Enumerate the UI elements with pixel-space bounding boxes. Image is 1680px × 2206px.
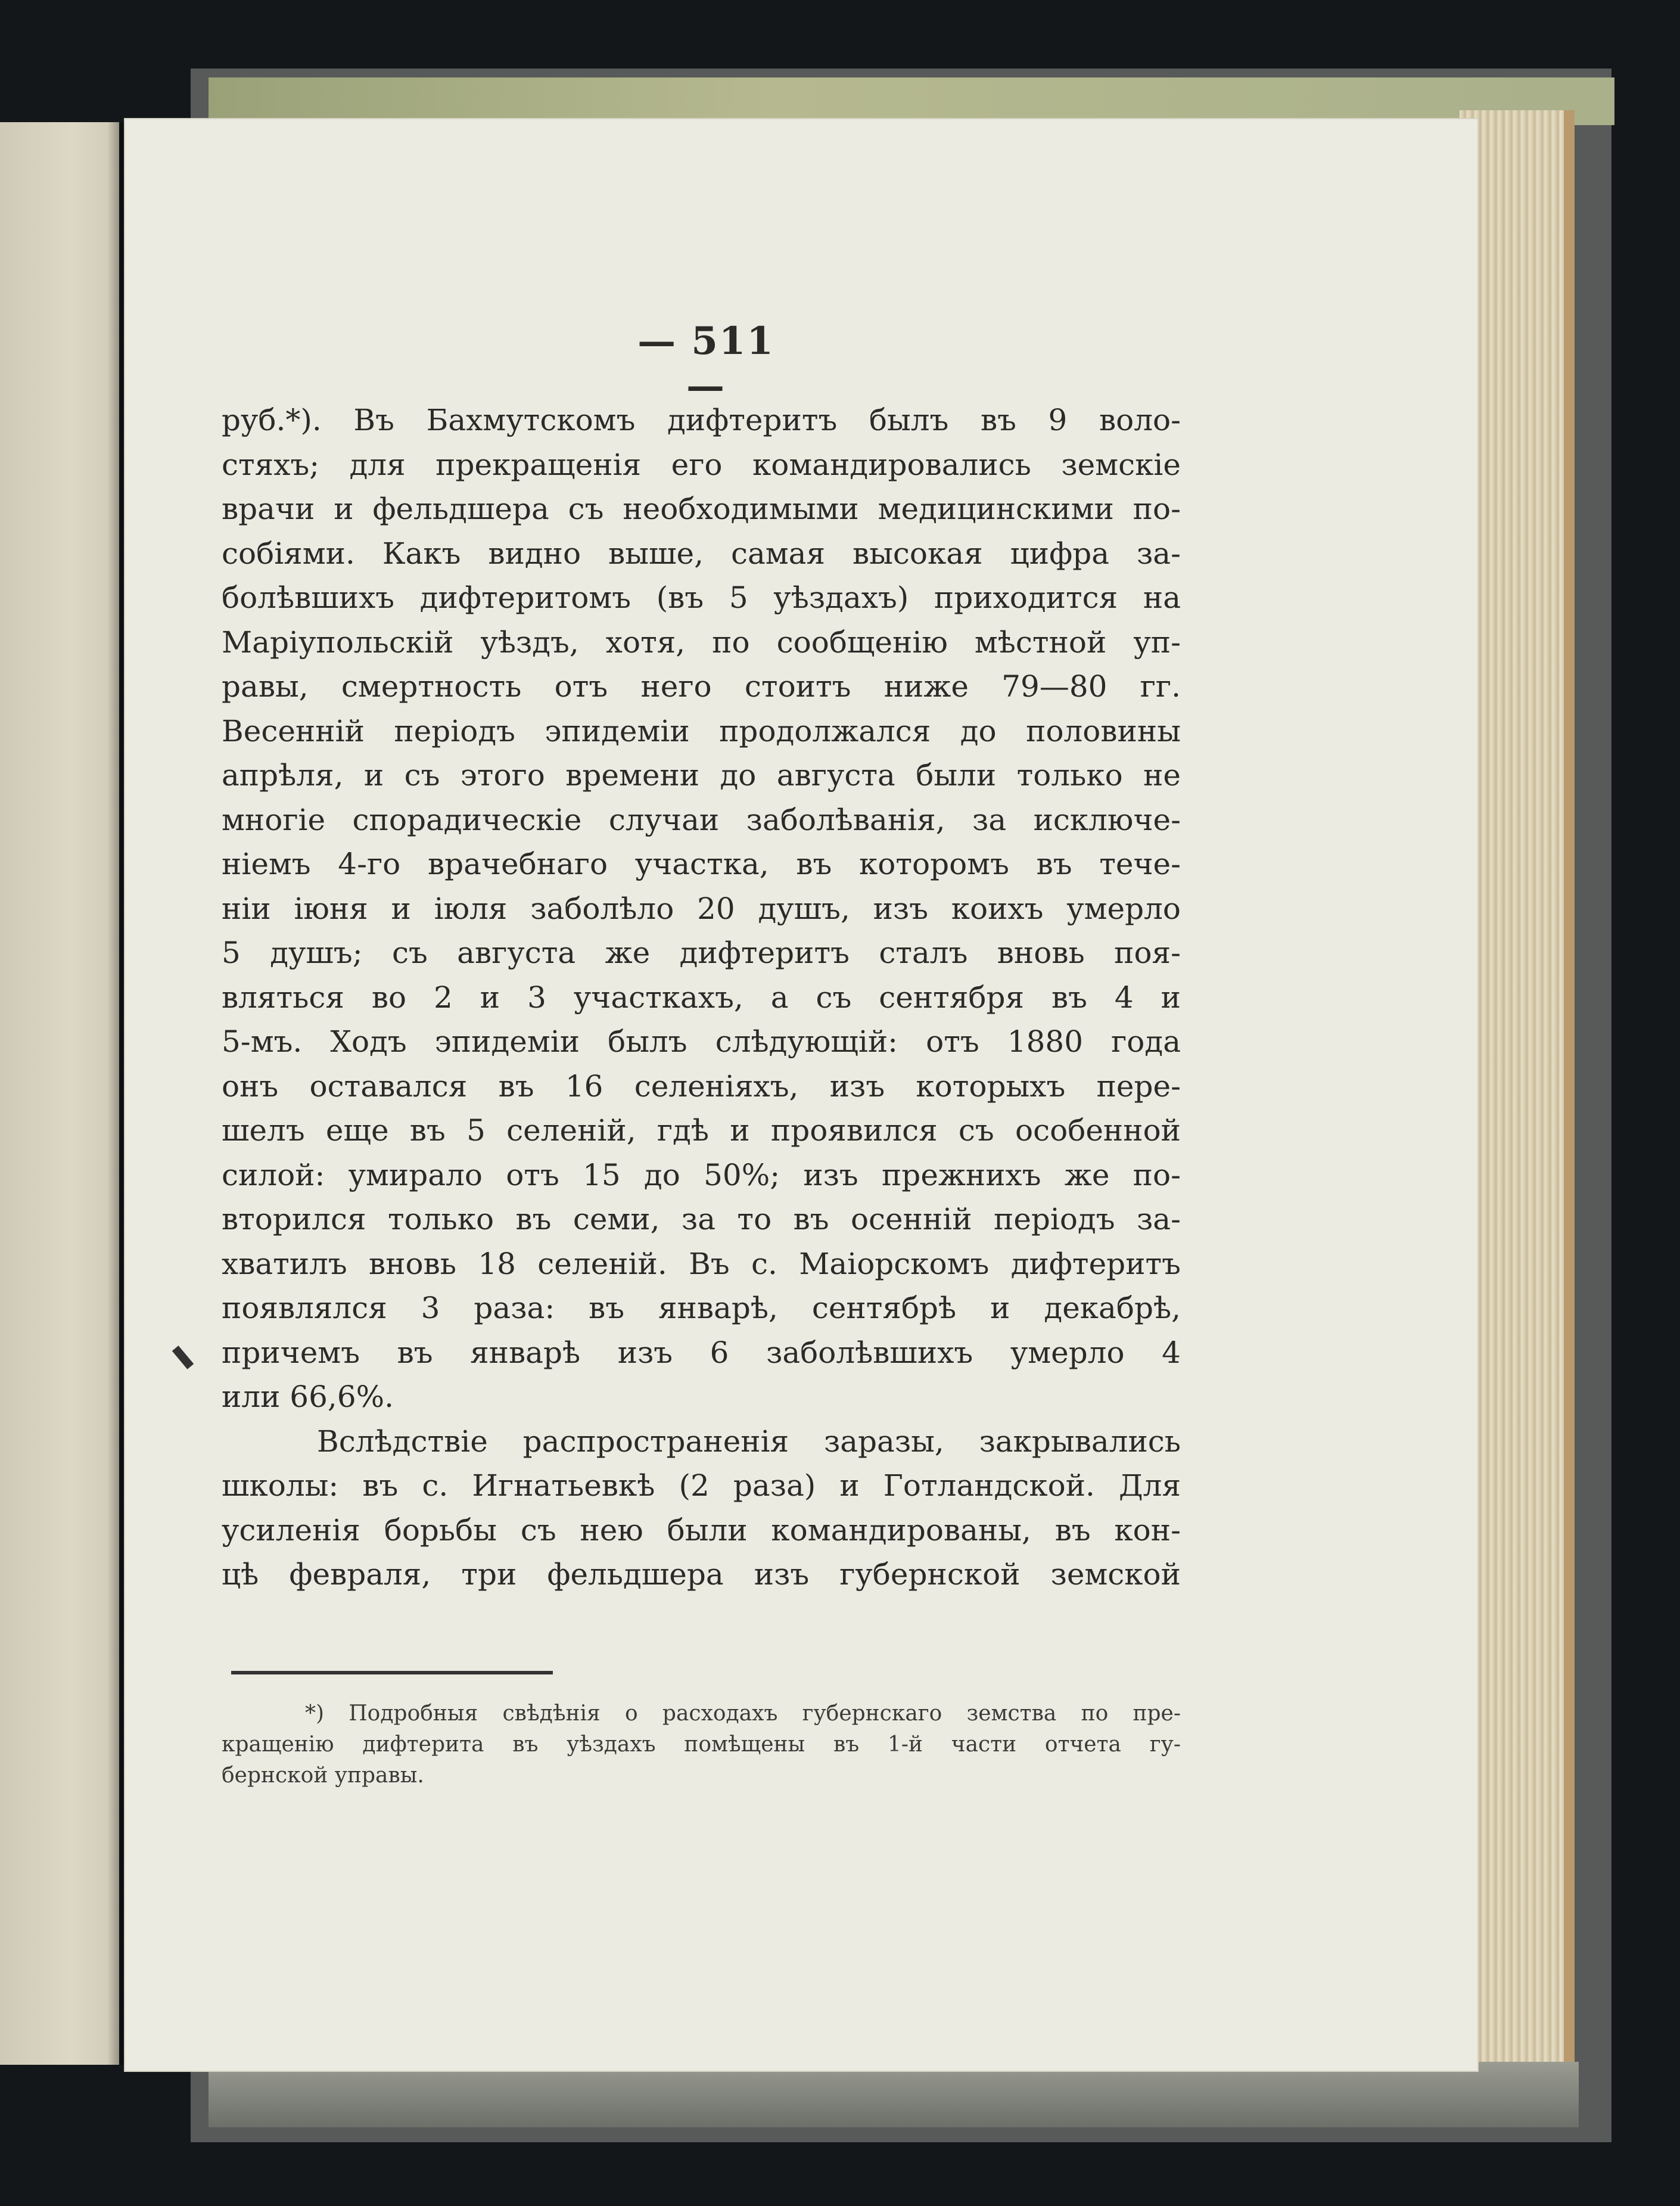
page-bottom-edge	[209, 2062, 1579, 2127]
text-line: собіями. Какъ видно выше, самая высокая цифра за-	[222, 536, 1181, 571]
text-line: школы: въ с. Игнатьевкѣ (2 раза) и Готландской. Для	[222, 1468, 1181, 1503]
text-line: появлялся 3 раза: въ январѣ, сентябрѣ и декабрѣ,	[222, 1291, 1181, 1325]
text-line: апрѣля, и съ этого времени до августа были только не	[222, 758, 1181, 793]
text-line: вляться во 2 и 3 участкахъ, а съ сентября въ 4 и	[222, 980, 1181, 1015]
text-line: цѣ февраля, три фельдшера изъ губернской земской	[222, 1557, 1181, 1592]
text-line: хватилъ вновь 18 селеній. Въ с. Маіорскомъ дифтеритъ	[222, 1246, 1181, 1281]
text-line: ніи іюня и іюля заболѣло 20 душъ, изъ коихъ умерло	[222, 891, 1181, 926]
text-line: шелъ еще въ 5 селеній, гдѣ и проявился съ особенной	[222, 1113, 1181, 1148]
left-page	[0, 122, 119, 2065]
text-line: многіе спорадическіе случаи заболѣванія, за исключе-	[222, 802, 1181, 837]
text-line: онъ оставался въ 16 селеніяхъ, изъ которыхъ пере-	[222, 1068, 1181, 1104]
page-number: — 511 —	[637, 319, 774, 408]
text-line: стяхъ; для прекращенія его командировались земскіе	[222, 447, 1181, 482]
text-line: вторился только въ семи, за то въ осенній періодъ за-	[222, 1202, 1181, 1236]
binding-strip	[209, 77, 1614, 125]
text-line: болѣвшихъ дифтеритомъ (въ 5 уѣздахъ) приходится на	[222, 580, 1181, 615]
footnote-rule	[231, 1671, 553, 1674]
text-line: Весенній періодъ эпидеміи продолжался до половины	[222, 713, 1181, 748]
footnote-line: бернской управы.	[222, 1763, 424, 1788]
text-line: силой: умирало отъ 15 до 50%; изъ прежнихъ же по-	[222, 1157, 1181, 1192]
text-line: или 66,6%.	[222, 1379, 394, 1414]
text-line: 5-мъ. Ходъ эпидеміи былъ слѣдующій: отъ 1880 года	[222, 1024, 1181, 1059]
footnote	[222, 1698, 1181, 1791]
text-line: 5 душъ; съ августа же дифтеритъ сталъ вновь поя-	[222, 936, 1181, 970]
footnote-line: кращенію дифтерита въ уѣздахъ помѣщены въ 1-й части отчета гу-	[222, 1732, 1181, 1757]
text-line: руб.*). Въ Бахмутскомъ дифтеритъ былъ въ 9 воло-	[222, 403, 1181, 437]
text-line: врачи и фельдшера съ необходимыми медицинскими по-	[222, 492, 1181, 526]
text-line: Маріупольскій уѣздъ, хотя, по сообщенію мѣстной уп-	[222, 624, 1181, 660]
text-line: причемъ въ январѣ изъ 6 заболѣвшихъ умерло 4	[222, 1335, 1181, 1370]
body-text	[222, 398, 1181, 1597]
text-line: Вслѣдствіе распространенія заразы, закрывались	[317, 1424, 1181, 1459]
text-line: равы, смертность отъ него стоитъ ниже 79—80 гг.	[222, 669, 1181, 704]
text-line: усиленія борьбы съ нею были командированы, въ кон-	[222, 1512, 1181, 1548]
footnote-line: *) Подробныя свѣдѣнія о расходахъ губернскаго земства по пре-	[305, 1701, 1181, 1726]
text-line: ніемъ 4-го врачебнаго участка, въ которомъ въ тече-	[222, 847, 1181, 881]
